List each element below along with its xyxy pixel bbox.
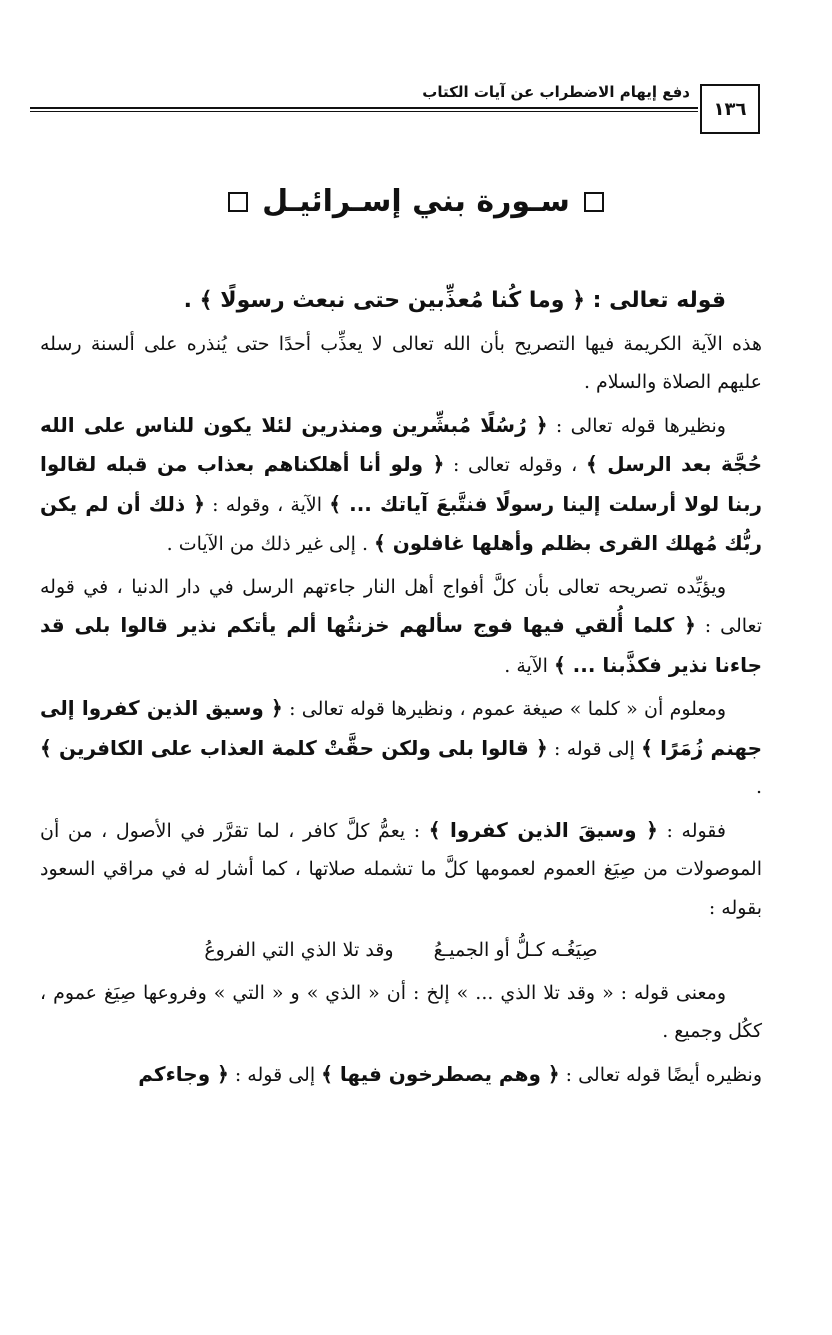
paragraph bbox=[40, 282, 762, 321]
quranic-quote: ﴿ وسيقَ الذين كفروا ﴾ bbox=[428, 817, 658, 842]
paragraph-text: . bbox=[755, 776, 762, 798]
paragraph-text: ، وقوله تعالى : bbox=[444, 454, 586, 476]
verse-hemistich-right: صِيَغُـه كـلُّ أو الجميـعُ bbox=[433, 939, 598, 961]
paragraph-text: ومعنى قوله : « وقد تلا الذي ... » إلخ : أن « الذي » و « التي » وفروعها صِيَغ عموم ، ككُل وجميع . bbox=[40, 981, 762, 1042]
header-rule bbox=[30, 107, 698, 109]
quranic-quote: ﴿ وسيق الذين كفروا إلى جهنم زُمَرًا ﴾ bbox=[40, 696, 762, 760]
quranic-quote: ﴿ ولو أنا أهلكناهم بعذاب من قبله لقالوا ربنا لولا أرسلت إلينا رسولًا فنتَّبعَ آياتك ... ﴾ bbox=[40, 452, 762, 516]
paragraph bbox=[40, 974, 762, 1051]
paragraph-text: ويؤيِّده تصريحه تعالى بأن كلَّ أفواج أهل النار جاءتهم الرسل في دار الدنيا ، في قوله تعالى : bbox=[40, 575, 762, 637]
quranic-quote: ﴿ وهم يصطرخون فيها ﴾ bbox=[321, 1061, 560, 1086]
quranic-quote: ﴿ قالوا بلى ولكن حقَّتْ كلمة العذاب على الكافرين ﴾ bbox=[40, 735, 548, 760]
page-number: ١٣٦ bbox=[700, 84, 760, 134]
paragraph-text: إلى قوله : bbox=[547, 737, 642, 760]
quranic-quote: ﴿ رُسُلًا مُبشِّرين ومنذرين لئلا يكون للناس على الله حُجَّة بعد الرسل ﴾ bbox=[40, 412, 762, 476]
square-ornament-icon bbox=[584, 192, 604, 212]
verse-hemistich-left: وقد تلا الذي التي الفروعُ bbox=[204, 939, 394, 961]
square-ornament-icon bbox=[228, 192, 248, 212]
chapter-title: سـورة بني إسـرائيـل bbox=[262, 184, 570, 219]
paragraph bbox=[40, 325, 762, 402]
paragraph bbox=[40, 1055, 762, 1095]
paragraph-text: : يعمُّ كلَّ كافر ، لما تقرَّر في الأصول ، من أن الموصولات من صِيَغ العموم لعمومها كلَّ ما تشمله صلاتها ، كما أشار له في مراقي السعود بقوله : bbox=[40, 819, 762, 919]
paragraph-text: ومعلوم أن « كلما » صيغة عموم ، ونظيرها قوله تعالى : bbox=[282, 698, 726, 720]
paragraph bbox=[40, 568, 762, 686]
poetry-verse bbox=[40, 931, 762, 970]
lead-verse: قوله تعالى : ﴿ وما كُنا مُعذِّبين حتى نبعث رسولًا ﴾ . bbox=[183, 288, 726, 313]
paragraph-text: الآية ، وقوله : bbox=[204, 493, 330, 516]
quranic-quote: ﴿ كلما أُلقي فيها فوج سألهم خزنتُها ألم يأتكم نذير قالوا بلى قد جاءنا نذير فكذَّبنا ... ﴾ bbox=[40, 613, 762, 677]
quranic-quote: ﴿ وجاءكم bbox=[138, 1061, 229, 1086]
paragraph-text: الآية . bbox=[504, 654, 554, 677]
body-text bbox=[40, 282, 762, 1098]
header-rule-thin bbox=[30, 111, 698, 112]
paragraph bbox=[40, 689, 762, 807]
paragraph bbox=[40, 406, 762, 564]
paragraph-text: ونظيرها قوله تعالى : bbox=[547, 414, 726, 437]
paragraph-text: فقوله : bbox=[657, 819, 726, 842]
paragraph bbox=[40, 811, 762, 928]
paragraph-text: ونظيره أيضًا قوله تعالى : bbox=[559, 1063, 762, 1086]
paragraph-text: . إلى غير ذلك من الآيات . bbox=[166, 533, 375, 555]
running-header-title: دفع إيهام الاضطراب عن آيات الكتاب bbox=[422, 83, 690, 101]
chapter-heading bbox=[0, 184, 832, 219]
quranic-quote: ﴿ ذلك أن لم يكن ربُّك مُهلك القرى بظلم وأهلها غافلون ﴾ bbox=[40, 491, 762, 555]
paragraph-text: هذه الآية الكريمة فيها التصريح بأن الله تعالى لا يعذِّب أحدًا حتى يُنذره على ألسنة رسله عليهم الصلاة والسلام . bbox=[40, 332, 762, 393]
paragraph-text: إلى قوله : bbox=[228, 1063, 322, 1086]
